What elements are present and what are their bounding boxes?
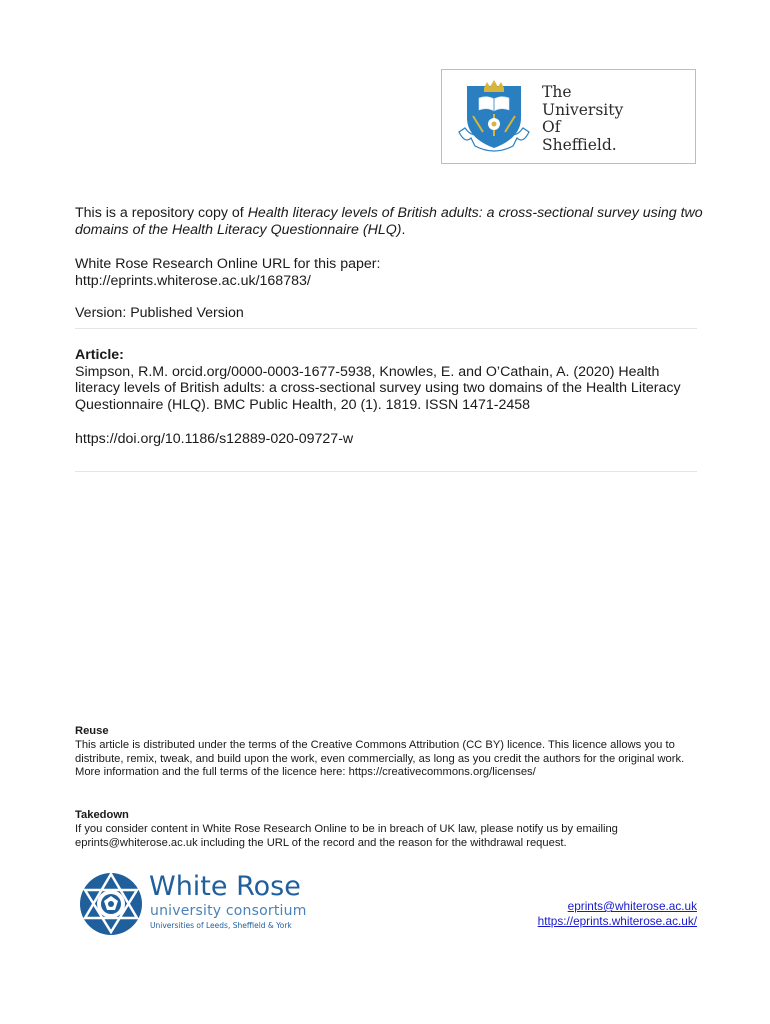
reuse-heading: Reuse [75, 725, 109, 737]
university-name [542, 84, 623, 154]
contact-email-link[interactable]: eprints@whiterose.ac.uk [567, 899, 697, 913]
version-line: Version: Published Version [75, 305, 244, 321]
white-rose-emblem-icon [77, 870, 145, 938]
intro-prefix: This is a repository copy of [75, 205, 248, 221]
divider [75, 328, 697, 329]
article-heading: Article: [75, 347, 124, 363]
intro-suffix: . [401, 221, 406, 238]
paper-title: Health literacy levels of British adults: a cross-sectional survey using two domains of the Health Literacy Questionnaire (HLQ) [75, 205, 703, 238]
university-name-line: University [542, 100, 624, 119]
university-logo [441, 69, 696, 164]
white-rose-title: White Rose [149, 871, 301, 902]
reuse-section [75, 725, 705, 780]
divider [75, 471, 697, 472]
university-name-line: The [542, 83, 572, 101]
url-section [75, 256, 705, 289]
repository-intro [75, 205, 705, 238]
reuse-text: This article is distributed under the terms of the Creative Commons Attribution (CC BY) licence. This licence allows you to distribute, remix, tweak, and build upon the work, even commercially, as long as you credit the authors for the original work. More information and the full terms of the licence here: https://creativecommons.org/licenses/ [75, 738, 685, 779]
contact-site-link[interactable]: https://eprints.whiterose.ac.uk/ [537, 913, 697, 928]
white-rose-subtitle: university consortium [150, 903, 307, 919]
university-name-line: Sheffield. [542, 135, 617, 154]
contact-links [538, 899, 697, 928]
white-rose-tagline: Universities of Leeds, Sheffield & York [150, 921, 292, 930]
takedown-section [75, 809, 705, 850]
article-doi[interactable]: https://doi.org/10.1186/s12889-020-09727-w [75, 431, 354, 447]
university-crest-icon [457, 78, 531, 158]
paper-url[interactable]: http://eprints.whiterose.ac.uk/168783/ [75, 272, 311, 289]
takedown-text: If you consider content in White Rose Research Online to be in breach of UK law, please notify us by emailing eprints@whiterose.ac.uk including the URL of the record and the reason for the withdrawal request. [75, 822, 618, 849]
takedown-heading: Takedown [75, 809, 129, 821]
article-section [75, 347, 705, 413]
university-name-line: Of [542, 118, 561, 136]
white-rose-logo [77, 870, 307, 940]
url-label: White Rose Research Online URL for this paper: [75, 256, 381, 272]
article-citation: Simpson, R.M. orcid.org/0000-0003-1677-5938, Knowles, E. and O’Cathain, A. (2020) Health literacy levels of British adults: a cross-sectional survey using two domains of the Health Literacy Questionnaire (HLQ). BMC Public Health, 20 (1). 1819. ISSN 1471-2458 [75, 363, 681, 413]
